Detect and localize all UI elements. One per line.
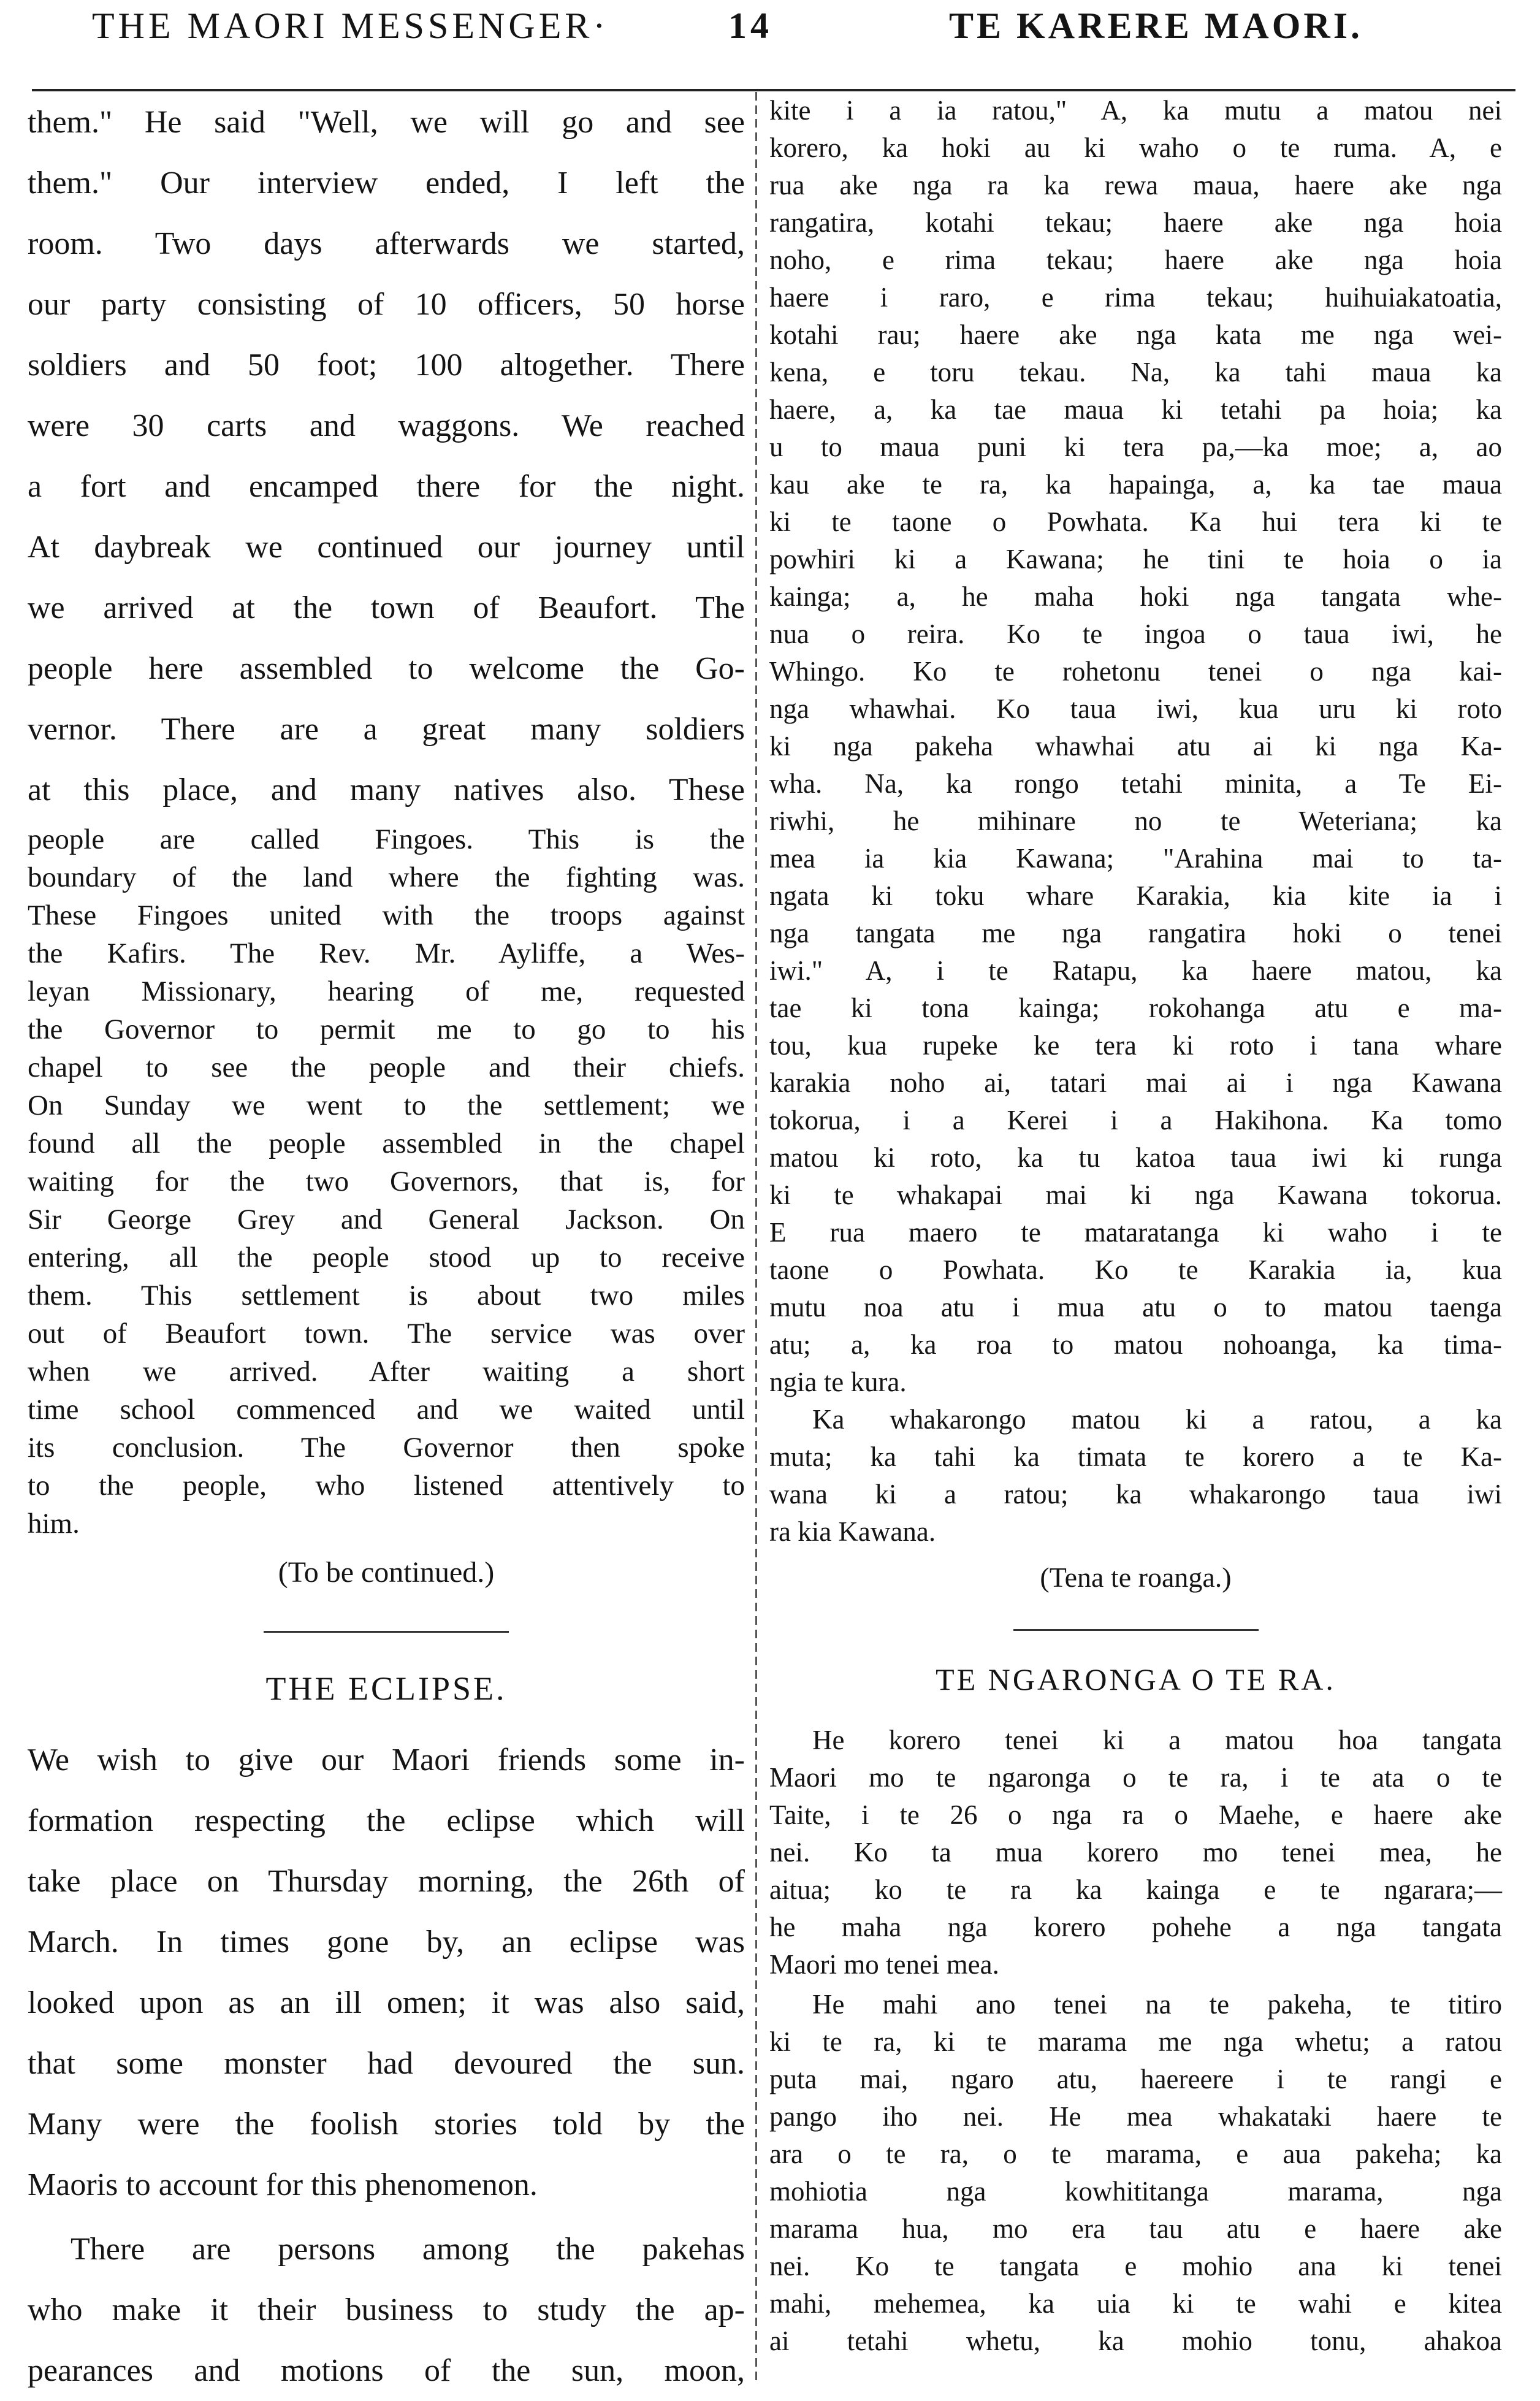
- article-maori-line: powhiri ki a Kawana; he tini te hoia o ia: [769, 544, 1502, 574]
- article-english-line: a fort and encamped there for the night.: [28, 469, 745, 504]
- eclipse-text-line: looked upon as an ill omen; it was also said,: [28, 1985, 745, 2020]
- article-maori-line: kainga; a, he maha hoki nga tangata whe-: [769, 581, 1502, 612]
- article-english-line: when we arrived. After waiting a short: [28, 1356, 745, 1388]
- article-maori-line: tou, kua rupeke ke tera ki roto i tana whare: [769, 1030, 1502, 1061]
- article-maori-line: taone o Powhata. Ko te Karakia ia, kua: [769, 1254, 1502, 1285]
- article-maori-line: kotahi rau; haere ake nga kata me nga wei-: [769, 319, 1502, 350]
- eclipse-text-line: formation respecting the eclipse which will: [28, 1803, 745, 1838]
- article-maori-line: rangatira, kotahi tekau; haere ake nga hoia: [769, 207, 1502, 238]
- ngaronga-title: TE NGARONGA O TE RA.: [936, 1662, 1336, 1697]
- article-english-line: its conclusion. The Governor then spoke: [28, 1432, 745, 1464]
- article-maori-line: noho, e rima tekau; haere ake nga hoia: [769, 245, 1502, 275]
- article-english-line: On Sunday we went to the settlement; we: [28, 1090, 745, 1121]
- ngaronga-paragraph-2: [769, 1986, 1502, 2360]
- eclipse-text-line: Many were the foolish stories told by the: [28, 2107, 745, 2142]
- article-maori-line: rua ake nga ra ka rewa maua, haere ake nga: [769, 170, 1502, 200]
- article-english-line: were 30 carts and waggons. We reached: [28, 408, 745, 443]
- article-maori-line: Whingo. Ko te rohetonu tenei o nga kai-: [769, 656, 1502, 687]
- article-english-line: out of Beaufort town. The service was over: [28, 1318, 745, 1349]
- article-maori-line: atu; a, ka roa to matou nohoanga, ka tima-: [769, 1329, 1502, 1360]
- article-maori-line: wana ki a ratou; ka whakarongo taua iwi: [769, 1479, 1502, 1510]
- article-maori-line: nga tangata me nga rangatira hoki o tenei: [769, 918, 1502, 949]
- masthead-english: THE MAORI MESSENGER·: [92, 6, 609, 46]
- ngaronga-text-line: ai tetahi whetu, ka mohio tonu, ahakoa: [769, 2326, 1502, 2356]
- ngaronga-text-line: mahi, mehemea, ka uia ki te wahi e kitea: [769, 2288, 1502, 2319]
- ngaronga-text-line: ki te ra, ki te marama me nga whetu; a ratou: [769, 2026, 1502, 2057]
- article-english-part1: [28, 92, 745, 820]
- article-english-line: the Kafirs. The Rev. Mr. Ayliffe, a Wes-: [28, 937, 745, 969]
- article-maori-line: haere, a, ka tae maua ki tetahi pa hoia; ka: [769, 394, 1502, 425]
- ngaronga-text-line: he maha nga korero pohehe a nga tangata: [769, 1912, 1502, 1942]
- article-maori-line: nga whawhai. Ko taua iwi, kua uru ki roto: [769, 693, 1502, 724]
- eclipse-text-line: There are persons among the pakehas: [71, 2232, 745, 2267]
- article-maori-part1: [769, 92, 1502, 1401]
- article-maori-line: haere i raro, e rima tekau; huihuiakatoatia,: [769, 282, 1502, 313]
- article-maori-line: tokorua, i a Kerei i a Hakihona. Ka tomo: [769, 1105, 1502, 1136]
- article-maori-line: ki nga pakeha whawhai atu ai ki nga Ka-: [769, 731, 1502, 762]
- article-english-line: leyan Missionary, hearing of me, requested: [28, 975, 745, 1007]
- article-maori-line: u to maua puni ki tera pa,—ka moe; a, ao: [769, 432, 1502, 462]
- article-maori-line: wha. Na, ka rongo tetahi minita, a Te Ei-: [769, 768, 1502, 799]
- right-column: [769, 92, 1502, 2360]
- article-maori-line: riwhi, he mihinare no te Weteriana; ka: [769, 806, 1502, 836]
- column-divider: [755, 92, 757, 2385]
- ngaronga-text-line: He korero tenei ki a matou hoa tangata: [812, 1725, 1502, 1755]
- article-maori-line: mutu noa atu i mua atu o to matou taenga: [769, 1292, 1502, 1323]
- eclipse-text-line: that some monster had devoured the sun.: [28, 2046, 745, 2081]
- article-english-line: boundary of the land where the fighting was.: [28, 861, 745, 893]
- page-header: [0, 0, 1540, 80]
- article-maori-line: nua o reira. Ko te ingoa o taua iwi, he: [769, 619, 1502, 649]
- article-maori-part2: [769, 1401, 1502, 1551]
- eclipse-text-line: who make it their business to study the ap-: [28, 2292, 745, 2327]
- article-english-line: room. Two days afterwards we started,: [28, 226, 745, 261]
- eclipse-text-line: We wish to give our Maori friends some in-: [28, 1743, 745, 1777]
- article-english-line: our party consisting of 10 officers, 50 horse: [28, 287, 745, 322]
- article-maori-line: ki te whakapai mai ki nga Kawana tokorua.: [769, 1180, 1502, 1210]
- article-english-line: to the people, who listened attentively to: [28, 1470, 745, 1502]
- header-rule: [32, 89, 1515, 91]
- article-maori-line: ngia te kura.: [769, 1367, 907, 1397]
- eclipse-text-line: pearances and motions of the sun, moon,: [28, 2353, 745, 2388]
- article-maori-line: ngata ki toku whare Karakia, kia kite ia i: [769, 880, 1502, 911]
- ngaronga-text-line: ara o te ra, o te marama, e aua pakeha; ka: [769, 2139, 1502, 2169]
- article-english-line: These Fingoes united with the troops against: [28, 899, 745, 931]
- eclipse-paragraph-2: [28, 2219, 745, 2401]
- ngaronga-text-line: pango iho nei. He mea whakataki haere te: [769, 2101, 1502, 2132]
- ngaronga-text-line: mohiotia nga kowhititanga marama, nga: [769, 2176, 1502, 2207]
- article-english-line: the Governor to permit me to go to his: [28, 1013, 745, 1045]
- article-english-line: vernor. There are a great many soldiers: [28, 712, 745, 747]
- article-english-line: at this place, and many natives also. These: [28, 773, 745, 807]
- article-english-line: soldiers and 50 foot; 100 altogether. There: [28, 348, 745, 383]
- article-maori-line: tae ki tona kainga; rokohanga atu e ma-: [769, 993, 1502, 1023]
- ngaronga-text-line: aitua; ko te ra ka kainga e te ngarara;—: [769, 1874, 1502, 1905]
- article-maori-line: karakia noho ai, tatari mai ai i nga Kawana: [769, 1067, 1502, 1098]
- article-english-line: entering, all the people stood up to receive: [28, 1242, 745, 1273]
- article-maori-line: matou ki roto, ka tu katoa taua iwi ki runga: [769, 1142, 1502, 1173]
- article-english-line: found all the people assembled in the chapel: [28, 1128, 745, 1159]
- article-english-line: them." He said "Well, we will go and see: [28, 105, 745, 140]
- article-maori-line: kena, e toru tekau. Na, ka tahi maua ka: [769, 357, 1502, 387]
- article-maori-line: ra kia Kawana.: [769, 1516, 936, 1547]
- tena-te-roanga: (Tena te roanga.): [1040, 1562, 1232, 1593]
- article-english-line: Sir George Grey and General Jackson. On: [28, 1204, 745, 1235]
- ngaronga-text-line: He mahi ano tenei na te pakeha, te titiro: [812, 1989, 1502, 2020]
- ngaronga-text-line: Taite, i te 26 o nga ra o Maehe, e haere ake: [769, 1800, 1502, 1830]
- article-maori-line: Ka whakarongo matou ki a ratou, a ka: [812, 1404, 1502, 1435]
- article-english-line: them. This settlement is about two miles: [28, 1280, 745, 1311]
- article-maori-line: iwi." A, i te Ratapu, ka haere matou, ka: [769, 955, 1502, 986]
- eclipse-paragraph-1: [28, 1730, 745, 2215]
- article-maori-line: kau ake te ra, ka hapainga, a, ka tae maua: [769, 469, 1502, 500]
- article-english-line: him.: [28, 1508, 80, 1540]
- ngaronga-paragraph-1: [769, 1722, 1502, 1983]
- article-english-line: At daybreak we continued our journey until: [28, 530, 745, 565]
- eclipse-text-line: Maoris to account for this phenomenon.: [28, 2167, 538, 2202]
- article-maori-line: muta; ka tahi ka timata te korero a te Ka-: [769, 1441, 1502, 1472]
- ngaronga-text-line: Maori mo te ngaronga o te ra, i te ata o te: [769, 1762, 1502, 1793]
- masthead-maori: TE KARERE MAORI.: [949, 6, 1363, 46]
- ngaronga-text-line: Maori mo tenei mea.: [769, 1949, 999, 1980]
- article-maori-line: korero, ka hoki au ki waho o te ruma. A, e: [769, 132, 1502, 163]
- article-english-line: people are called Fingoes. This is the: [28, 823, 745, 855]
- eclipse-text-line: March. In times gone by, an eclipse was: [28, 1925, 745, 1960]
- left-column: [28, 92, 745, 2401]
- article-maori-line: kite i a ia ratou," A, ka mutu a matou nei: [769, 95, 1502, 126]
- article-english-line: time school commenced and we waited until: [28, 1394, 745, 1426]
- ngaronga-text-line: marama hua, mo era tau atu e haere ake: [769, 2213, 1502, 2244]
- page-number: 14: [728, 6, 772, 46]
- article-english-line: them." Our interview ended, I left the: [28, 166, 745, 200]
- article-english-line: we arrived at the town of Beaufort. The: [28, 590, 745, 625]
- article-maori-line: E rua maero te mataratanga ki waho i te: [769, 1217, 1502, 1248]
- ngaronga-text-line: nei. Ko ta mua korero mo tenei mea, he: [769, 1837, 1502, 1868]
- ngaronga-text-line: puta mai, ngaro atu, haereere i te rangi e: [769, 2064, 1502, 2094]
- article-english-line: waiting for the two Governors, that is, for: [28, 1166, 745, 1197]
- eclipse-title: THE ECLIPSE.: [265, 1670, 507, 1707]
- article-english-line: chapel to see the people and their chiefs.: [28, 1052, 745, 1083]
- section-divider: [264, 1631, 509, 1633]
- article-english-line: people here assembled to welcome the Go-: [28, 651, 745, 686]
- article-maori-line: ki te taone o Powhata. Ka hui tera ki te: [769, 506, 1502, 537]
- article-maori-line: mea ia kia Kawana; "Arahina mai to ta-: [769, 843, 1502, 874]
- section-divider-right: [1013, 1629, 1259, 1631]
- ngaronga-text-line: nei. Ko te tangata e mohio ana ki tenei: [769, 2251, 1502, 2281]
- to-be-continued: (To be continued.): [278, 1556, 495, 1589]
- eclipse-text-line: take place on Thursday morning, the 26th of: [28, 1864, 745, 1899]
- article-english-part2: [28, 820, 745, 1543]
